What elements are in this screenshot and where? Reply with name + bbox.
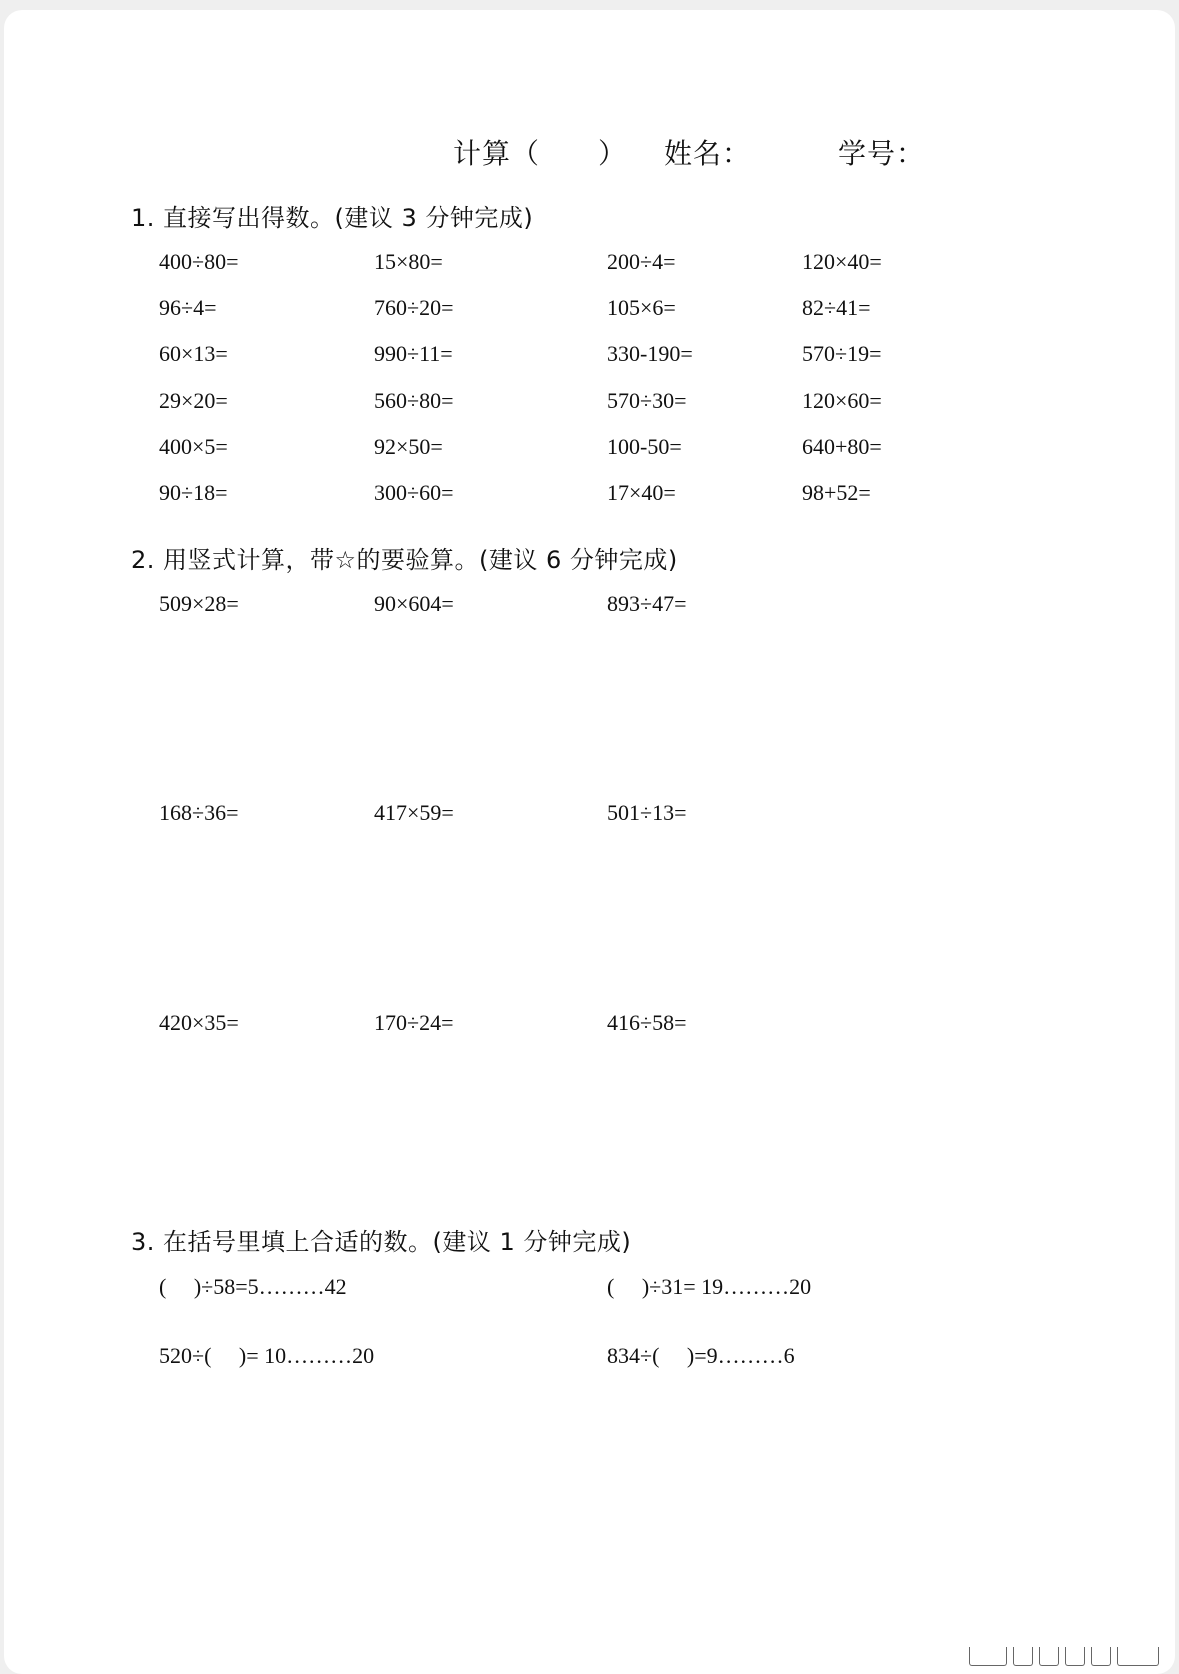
problem-item: 90÷18=	[159, 480, 228, 505]
problem-item: 82÷41=	[802, 295, 871, 320]
section-1-title: 1. 直接写出得数。(建议 3 分钟完成)	[131, 204, 534, 232]
problem-item: 330-190=	[607, 341, 693, 366]
problem-item: ( )÷58=5………42	[159, 1274, 347, 1299]
problem-item: 200÷4=	[607, 249, 676, 274]
problem-item: 501÷13=	[607, 800, 687, 825]
problem-item: 300÷60=	[374, 480, 454, 505]
calc-label: 计算（ ）	[453, 137, 628, 170]
problem-item: 893÷47=	[607, 591, 687, 616]
problem-item: 560÷80=	[374, 388, 454, 413]
problem-item: 96÷4=	[159, 295, 217, 320]
problem-item: 640+80=	[802, 434, 882, 459]
problem-item: 400÷80=	[159, 249, 239, 274]
name-label: 姓名：	[664, 137, 752, 170]
problem-item: 570÷30=	[607, 388, 687, 413]
problem-item: 60×13=	[159, 341, 228, 366]
problem-item: 105×6=	[607, 295, 676, 320]
problem-item: ( )÷31= 19………20	[607, 1274, 812, 1299]
problem-item: 570÷19=	[802, 341, 882, 366]
problem-item: 400×5=	[159, 434, 228, 459]
problem-item: 120×60=	[802, 388, 882, 413]
problem-item: 420×35=	[159, 1010, 239, 1035]
section-2-title: 2. 用竖式计算，带☆的要验算。(建议 6 分钟完成)	[131, 546, 678, 574]
problem-item: 168÷36=	[159, 800, 239, 825]
problem-item: 90×604=	[374, 591, 454, 616]
problem-item: 15×80=	[374, 249, 443, 274]
problem-item: 100-50=	[607, 434, 682, 459]
problem-item: 17×40=	[607, 480, 676, 505]
problem-item: 92×50=	[374, 434, 443, 459]
problem-item: 509×28=	[159, 591, 239, 616]
problem-item: 990÷11=	[374, 341, 453, 366]
page-scrollbar[interactable]	[969, 1644, 1159, 1666]
student-id-label: 学号：	[838, 137, 926, 170]
problem-item: 170÷24=	[374, 1010, 454, 1035]
problem-item: 834÷( )=9………6	[607, 1343, 795, 1368]
problem-item: 417×59=	[374, 800, 454, 825]
problem-item: 416÷58=	[607, 1010, 687, 1035]
section-3-title: 3. 在括号里填上合适的数。(建议 1 分钟完成)	[131, 1228, 632, 1256]
problem-item: 120×40=	[802, 249, 882, 274]
problem-item: 760÷20=	[374, 295, 454, 320]
problem-item: 98+52=	[802, 480, 871, 505]
problem-item: 520÷( )= 10………20	[159, 1343, 375, 1368]
problem-item: 29×20=	[159, 388, 228, 413]
worksheet-page	[4, 10, 1175, 1674]
